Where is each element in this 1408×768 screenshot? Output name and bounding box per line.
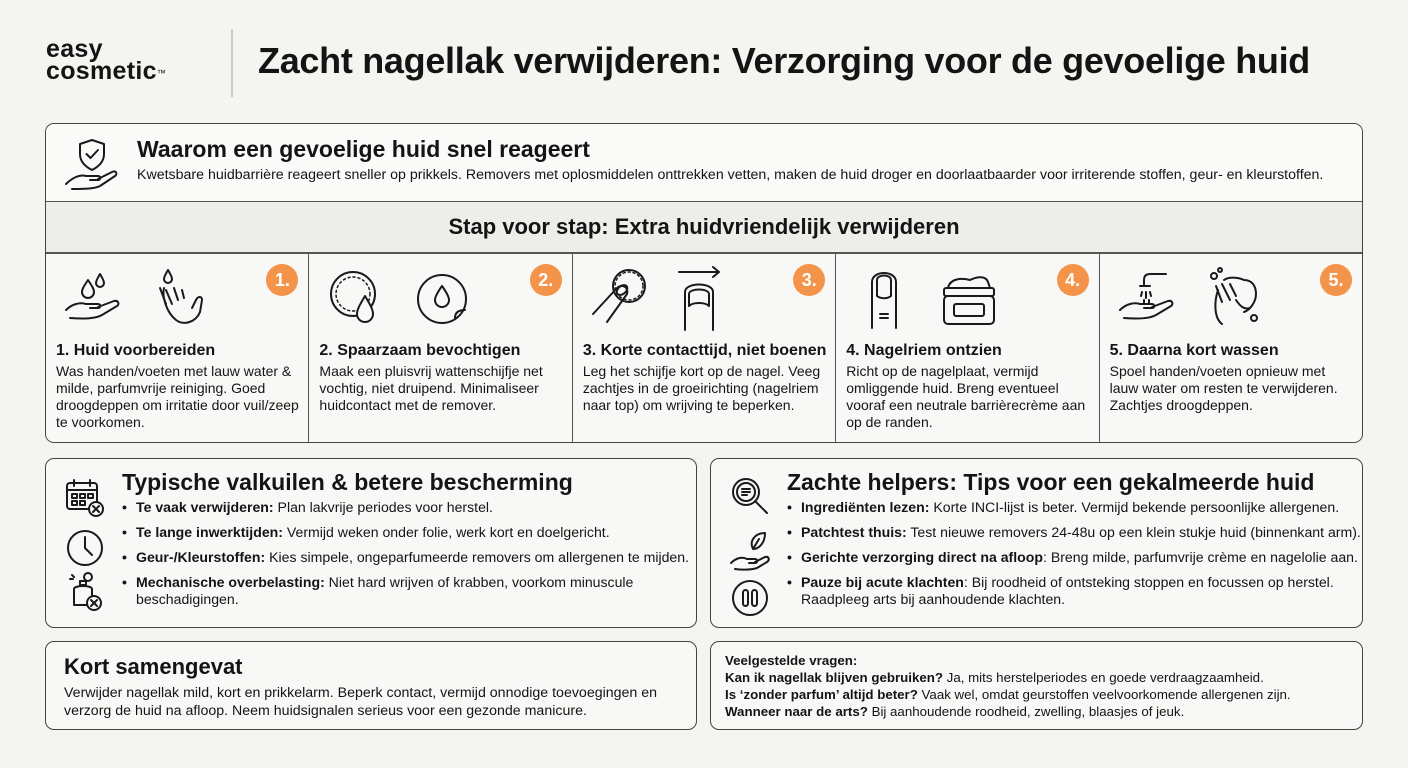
faq-heading: Veelgestelde vragen:: [725, 653, 858, 668]
helpers-title: Zachte helpers: Tips voor een gekalmeerde huid: [787, 469, 1315, 495]
why-title: Waarom een gevoelige huid snel reageert: [137, 136, 590, 162]
header-divider: [231, 29, 233, 97]
why-text: Kwetsbare huidbarrière reageert sneller op prikkels. Removers met oplosmiddelen onttrekken vetten, maken de huid droger en doorlaatbaarder voor irriterende stoffen, geur- en kleurstoffen.: [137, 167, 1324, 183]
step-2: [309, 254, 572, 443]
nail-arrow-icon: [673, 266, 739, 332]
list-item: • Gerichte verzorging direct na afloop: Breng milde, parfumvrije crème en nagelolie aan.: [787, 549, 1361, 566]
header: [0, 0, 1408, 120]
cotton-pad-drop-icon: [325, 266, 391, 332]
shield-hand-icon: [62, 134, 122, 194]
faq-item: Kan ik nagellak blijven gebruiken? Ja, mits herstelperiodes en goede verdraagzaamheid.: [725, 670, 1264, 685]
step-text: Maak een pluisvrij wattenschijfje net vochtig, niet druipend. Minimaliseer huidcontact met de remover.: [319, 363, 543, 413]
summary-text: Verwijder nagellak mild, kort en prikkelarm. Beperk contact, vermijd onnodige toevoegingen en verzorg de huid na afloop. Neem huidsignalen serieus voor een gezonde manicure.: [64, 685, 658, 719]
calendar-x-icon: [64, 477, 106, 519]
soapy-hands-icon: [1200, 266, 1266, 332]
pitfalls-card: [45, 458, 697, 628]
faq-item: Is ‘zonder parfum’ altijd beter? Vaak wel, omdat geurstoffen veelvoorkomende allergenen zijn.: [725, 687, 1291, 702]
step-4: [836, 254, 1099, 443]
step-badge: 5.: [1320, 264, 1352, 296]
finger-nail-icon: [852, 266, 918, 332]
faq-item: Wanneer naar de arts? Bij aanhoudende roodheid, zwelling, blaasjes of jeuk.: [725, 704, 1185, 719]
main-panel: [45, 123, 1363, 443]
step-title: 2. Spaarzaam bevochtigen: [319, 342, 521, 359]
page-title: Zacht nagellak verwijderen: Verzorging voor de gevoelige huid: [258, 40, 1310, 81]
pitfalls-list: [122, 499, 689, 616]
list-item: • Mechanische overbelasting: Niet hard wrijven of krabben, voorkom minuscule beschadigingen.: [122, 574, 662, 608]
pause-icon: [729, 577, 771, 619]
step-title: 4. Nagelriem ontzien: [846, 342, 1002, 359]
step-1: [46, 254, 309, 443]
trademark: ™: [156, 68, 167, 78]
step-badge: 4.: [1057, 264, 1089, 296]
steps-heading-bar: [46, 202, 1362, 254]
list-item: • Te vaak verwijderen: Plan lakvrije periodes voor herstel.: [122, 499, 689, 516]
list-item: • Pauze bij acute klachten: Bij roodheid of ontsteking stoppen en focussen op herstel. Raadpleeg arts bij aanhoudende klachten.: [787, 574, 1347, 608]
hand-drop-icon: [146, 266, 212, 332]
cream-jar-icon: [936, 266, 1002, 332]
perfume-x-icon: [64, 571, 106, 613]
tap-hand-icon: [1116, 266, 1182, 332]
step-badge: 3.: [793, 264, 825, 296]
leaf-hand-icon: [729, 529, 771, 571]
summary-title: Kort samengevat: [64, 654, 243, 679]
list-item: • Geur-/Kleurstoffen: Kies simpele, ongeparfumeerde removers om allergenen te mijden.: [122, 549, 689, 566]
helpers-card: [710, 458, 1363, 628]
step-title: 3. Korte contacttijd, niet boenen: [582, 342, 827, 359]
clock-icon: [64, 527, 106, 569]
magnifier-list-icon: [729, 475, 771, 517]
helpers-list: [787, 499, 1361, 616]
why-section: [46, 124, 1362, 202]
brand-logo: [46, 35, 167, 85]
step-text: Leg het schijfje kort op de nagel. Veeg zachtjes in de groeirichting (nagelriem naar top) om wrijving te beperken.: [582, 363, 821, 413]
pad-drop-icon: [409, 266, 475, 332]
pitfalls-title: Typische valkuilen & betere bescherming: [122, 469, 573, 495]
step-badge: 1.: [266, 264, 298, 296]
logo-line-1: easy: [46, 35, 103, 63]
step-text: Spoel handen/voeten opnieuw met lauw water om resten te verwijderen. Zachtjes droogdeppen.: [1109, 363, 1338, 413]
list-item: • Ingrediënten lezen: Korte INCI-lijst is beter. Vermijd bekende persoonlijke allergenen.: [787, 499, 1361, 516]
steps-heading: Stap voor stap: Extra huidvriendelijk verwijderen: [448, 214, 960, 239]
step-title: 5. Daarna kort wassen: [1109, 342, 1279, 359]
step-5: [1100, 254, 1362, 443]
step-text: Was handen/voeten met lauw water & milde, parfumvrije reiniging. Goed droogdeppen om irritatie door vuil/zeep te voorkomen.: [56, 363, 299, 430]
step-3: [573, 254, 836, 443]
list-item: • Te lange inwerktijden: Vermijd weken onder folie, werk kort en doelgericht.: [122, 524, 689, 541]
step-text: Richt op de nagelplaat, vermijd omliggende huid. Breng eventueel vooraf een neutrale barrièrecrème aan op de randen.: [846, 363, 1086, 430]
steps-row: [46, 254, 1362, 443]
logo-line-2: cosmetic: [46, 57, 157, 85]
step-badge: 2.: [530, 264, 562, 296]
step-title: 1. Huid voorbereiden: [56, 342, 216, 359]
summary-card: [45, 641, 697, 730]
faq-card: [710, 641, 1363, 730]
list-item: • Patchtest thuis: Test nieuwe removers 24-48u op een klein stukje huid (binnenkant arm).: [787, 524, 1361, 541]
water-drops-hand-icon: [62, 266, 128, 332]
finger-pad-icon: [589, 266, 655, 332]
